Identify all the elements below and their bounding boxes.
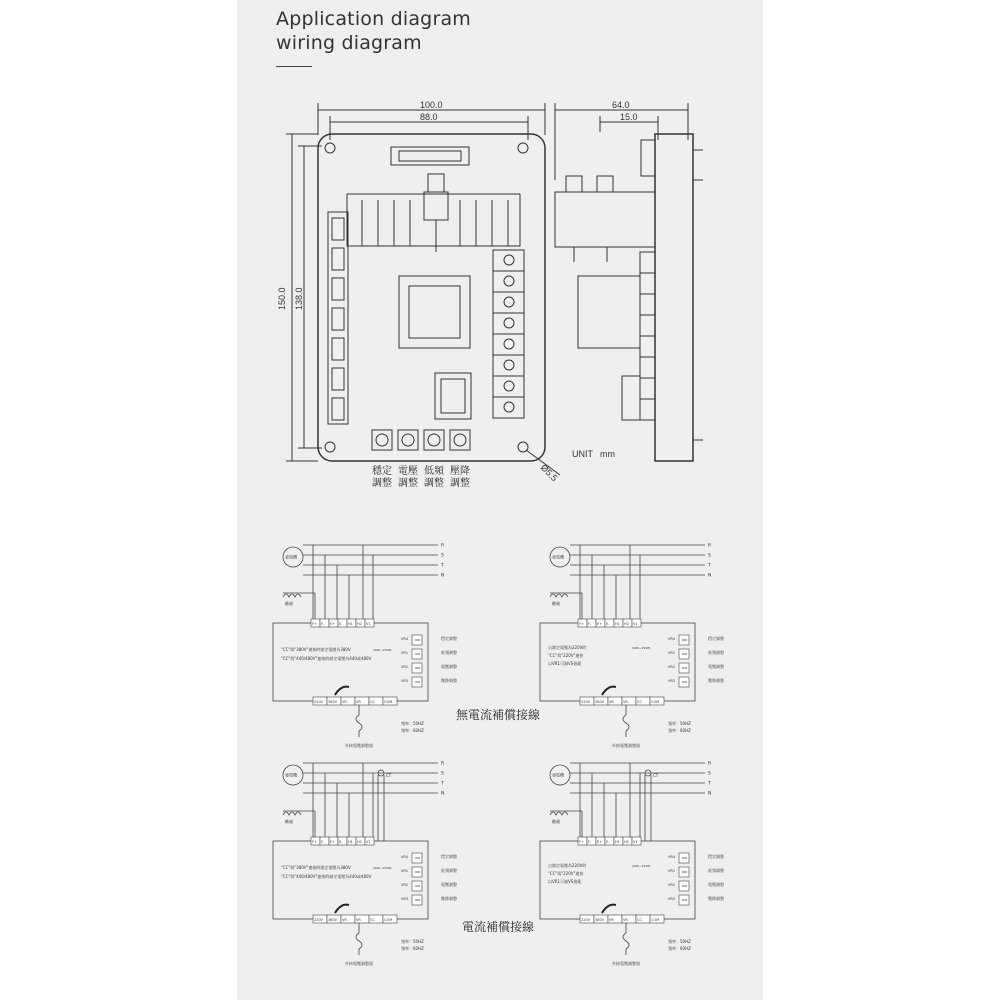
terminal-bottom-label: 220V <box>581 700 591 704</box>
terminal-label: H2 <box>357 622 362 626</box>
pot-name: VR3 <box>668 679 676 683</box>
pot-function: 電壓調整 <box>708 882 724 887</box>
external-pot <box>356 705 362 737</box>
phase-label: R <box>441 543 445 549</box>
terminal-label: V1 <box>633 622 638 626</box>
dim-height-outer: 150.0 <box>277 287 287 310</box>
jumper <box>335 905 349 913</box>
phase-label: T <box>441 781 444 787</box>
phase-label: N <box>708 791 712 797</box>
note-line: 以VR1可調VS值範 <box>548 661 582 666</box>
phase-label: R <box>708 543 712 549</box>
pot-function: 穩定調整 <box>708 854 724 859</box>
freq-50: 頻率：50HZ <box>668 721 691 726</box>
terminal-label: H2 <box>624 840 629 844</box>
freq-range: (40K~15VB) <box>632 646 651 650</box>
pot-name: VR3 <box>668 897 676 901</box>
freq-60: 頻率：60HZ <box>668 946 691 951</box>
terminal-bottom-label: 380V <box>595 918 605 922</box>
note-line: "CC"與"220V"連接 <box>548 653 584 658</box>
terminal-label: E- <box>606 622 610 626</box>
pot-label-voltage-2: 調整 <box>398 478 418 489</box>
pot-label-lowfreq-2: 調整 <box>424 478 444 489</box>
terminal-label: H1 <box>348 840 353 844</box>
pot-function: 電壓調整 <box>708 664 724 669</box>
note-line: "CC"與"220V"連接 <box>548 871 584 876</box>
pot-label-droop-2: 調整 <box>450 478 470 489</box>
terminal-label: E+ <box>597 840 603 844</box>
terminal-bottom-label: VR <box>356 700 361 704</box>
pot-name: VR1 <box>401 651 409 655</box>
exciter-label: 勵磁 <box>552 819 560 824</box>
exciter-label: 勵磁 <box>552 601 560 606</box>
freq-range: (40K~15VB) <box>373 648 392 652</box>
freq-50: 頻率：50HZ <box>401 939 424 944</box>
external-pot <box>623 705 629 737</box>
terminal-label: E- <box>339 840 343 844</box>
pot-label-droop: 壓降 <box>450 466 470 477</box>
note-line: "CC"與"440/480V"連接時額定電壓為440或480V <box>281 656 372 661</box>
terminal-bottom-label: CC <box>637 700 642 704</box>
pot-label-stability: 穩定 <box>372 466 392 477</box>
pot-label-stability-2: 調整 <box>372 478 392 489</box>
pot-function: 低頻調整 <box>708 868 724 873</box>
phase-label: T <box>708 781 711 787</box>
pot-name: VR1 <box>401 869 409 873</box>
ct-label: CT <box>386 773 392 778</box>
pot-name: VR2 <box>668 665 676 669</box>
exciter-label: 勵磁 <box>285 819 293 824</box>
note-line: 自額定電壓為220V時 <box>548 645 587 650</box>
terminal-label: F+ <box>579 840 584 844</box>
pot-name: VR4 <box>668 855 676 859</box>
jumper <box>602 687 616 695</box>
terminal-label: F+ <box>312 622 317 626</box>
pot-name: VR4 <box>401 637 409 641</box>
phase-label: N <box>441 791 445 797</box>
generator-label: 發電機 <box>552 554 564 560</box>
terminal-label: V1 <box>366 622 371 626</box>
pot-function: 穩定調整 <box>708 636 724 641</box>
pot-function: 壓降調整 <box>708 896 724 901</box>
pot-name: VR2 <box>401 883 409 887</box>
terminal-bottom-label: 380V <box>595 700 605 704</box>
pot-function: 電壓調整 <box>441 664 457 669</box>
terminal-bottom-label: 220V <box>314 918 324 922</box>
terminal-label: V1 <box>633 840 638 844</box>
pot-name: VR3 <box>401 679 409 683</box>
note-line: "CC"與"380V"連接時額定電壓為380V <box>281 647 351 652</box>
generator-label: 發電機 <box>285 772 297 778</box>
external-pot <box>623 923 629 955</box>
terminal-bottom-label: CC <box>637 918 642 922</box>
exciter-coil <box>550 594 568 597</box>
terminal-bottom-label: VR <box>623 700 628 704</box>
pot-name: VR4 <box>401 855 409 859</box>
terminal-label: F- <box>321 840 325 844</box>
freq-60: 頻率：60HZ <box>401 946 424 951</box>
dim-depth-outer: 64.0 <box>612 100 630 110</box>
note-line: "CC"與"440/480V"連接時額定電壓為440或480V <box>281 874 372 879</box>
phase-label: S <box>708 771 711 777</box>
phase-label: R <box>708 761 712 767</box>
phase-label: S <box>708 553 711 559</box>
terminal-label: F- <box>588 622 592 626</box>
dim-depth-inner: 15.0 <box>620 112 638 122</box>
pot-function: 低頻調整 <box>441 868 457 873</box>
freq-50: 頻率：50HZ <box>668 939 691 944</box>
terminal-label: E+ <box>330 622 336 626</box>
terminal-bottom-label: COM <box>651 700 660 704</box>
phase-label: N <box>441 573 445 579</box>
terminal-bottom-label: VR <box>342 700 347 704</box>
terminal-label: F+ <box>579 622 584 626</box>
pot-label-voltage: 電壓 <box>398 466 418 477</box>
terminal-label: H1 <box>615 840 620 844</box>
pot-name: VR1 <box>668 869 676 873</box>
terminal-label: E- <box>339 622 343 626</box>
pot-name: VR3 <box>401 897 409 901</box>
jumper <box>602 905 616 913</box>
pot-function: 穩定調整 <box>441 854 457 859</box>
terminal-bottom-label: COM <box>384 700 393 704</box>
caption-no-current-comp: 無電流補償接線 <box>456 708 541 722</box>
phase-label: T <box>708 563 711 569</box>
external-pot <box>356 923 362 955</box>
jumper <box>335 687 349 695</box>
ext-pot-label: 外接電壓調整器 <box>345 743 373 748</box>
pot-name: VR2 <box>401 665 409 669</box>
terminal-label: V1 <box>366 840 371 844</box>
terminal-bottom-label: CC <box>370 700 375 704</box>
terminal-bottom-label: VR <box>356 918 361 922</box>
hole-dia-label: Ø5.5 <box>538 462 560 484</box>
generator-label: 發電機 <box>552 772 564 778</box>
phase-label: S <box>441 553 444 559</box>
terminal-label: H1 <box>615 622 620 626</box>
freq-range: (40K~15VB) <box>373 866 392 870</box>
note-line: "CC"與"380V"連接時額定電壓為380V <box>281 865 351 870</box>
freq-60: 頻率：60HZ <box>401 728 424 733</box>
unit-value: mm <box>600 449 615 459</box>
pot-name: VR4 <box>668 637 676 641</box>
terminal-bottom-label: VR <box>609 918 614 922</box>
terminal-label: F- <box>321 622 325 626</box>
freq-range: (40K~15VB) <box>632 864 651 868</box>
pot-function: 電壓調整 <box>441 882 457 887</box>
ext-pot-label: 外接電壓調整器 <box>612 961 640 966</box>
note-line: 自額定電壓為220V時 <box>548 863 587 868</box>
pot-function: 壓降調整 <box>441 896 457 901</box>
dim-width-inner: 88.0 <box>420 112 438 122</box>
exciter-coil <box>283 594 301 597</box>
terminal-bottom-label: VR <box>342 918 347 922</box>
terminal-bottom-label: 220V <box>581 918 591 922</box>
terminal-label: E- <box>606 840 610 844</box>
terminal-bottom-label: 220V <box>314 700 324 704</box>
phase-label: N <box>708 573 712 579</box>
terminal-bottom-label: VR <box>623 918 628 922</box>
terminal-bottom-label: 380V <box>328 700 338 704</box>
exciter-coil <box>283 812 301 815</box>
terminal-label: H2 <box>357 840 362 844</box>
terminal-label: H1 <box>348 622 353 626</box>
ext-pot-label: 外接電壓調整器 <box>345 961 373 966</box>
pot-function: 壓降調整 <box>441 678 457 683</box>
avr-box <box>273 623 428 701</box>
exciter-label: 勵磁 <box>285 601 293 606</box>
avr-box <box>273 841 428 919</box>
terminal-bottom-label: CC <box>370 918 375 922</box>
pot-function: 穩定調整 <box>441 636 457 641</box>
terminal-label: H2 <box>624 622 629 626</box>
ext-pot-label: 外接電壓調整器 <box>612 743 640 748</box>
pot-function: 低頻調整 <box>708 650 724 655</box>
pot-name: VR2 <box>668 883 676 887</box>
terminal-label: F+ <box>312 840 317 844</box>
pot-function: 壓降調整 <box>708 678 724 683</box>
dim-height-inner: 138.0 <box>294 287 304 310</box>
ct-label: CT <box>653 773 659 778</box>
terminal-bottom-label: COM <box>384 918 393 922</box>
terminal-bottom-label: VR <box>609 700 614 704</box>
exciter-coil <box>550 812 568 815</box>
pot-function: 低頻調整 <box>441 650 457 655</box>
freq-50: 頻率：50HZ <box>401 721 424 726</box>
phase-label: S <box>441 771 444 777</box>
terminal-bottom-label: COM <box>651 918 660 922</box>
terminal-label: E+ <box>597 622 603 626</box>
terminal-bottom-label: 380V <box>328 918 338 922</box>
unit-label: UNIT <box>572 449 593 459</box>
dim-width-outer: 100.0 <box>420 100 443 110</box>
phase-label: R <box>441 761 445 767</box>
note-line: 以VR1可調VS值範 <box>548 879 582 884</box>
freq-60: 頻率：60HZ <box>668 728 691 733</box>
pot-name: VR1 <box>668 651 676 655</box>
page-title: Application diagram <box>276 8 472 30</box>
caption-current-comp: 電流補償接線 <box>462 920 535 934</box>
terminal-label: E+ <box>330 840 336 844</box>
phase-label: T <box>441 563 444 569</box>
generator-label: 發電機 <box>285 554 297 560</box>
page-subtitle: wiring diagram <box>276 32 422 54</box>
terminal-label: F- <box>588 840 592 844</box>
pot-label-lowfreq: 低頻 <box>424 466 444 477</box>
